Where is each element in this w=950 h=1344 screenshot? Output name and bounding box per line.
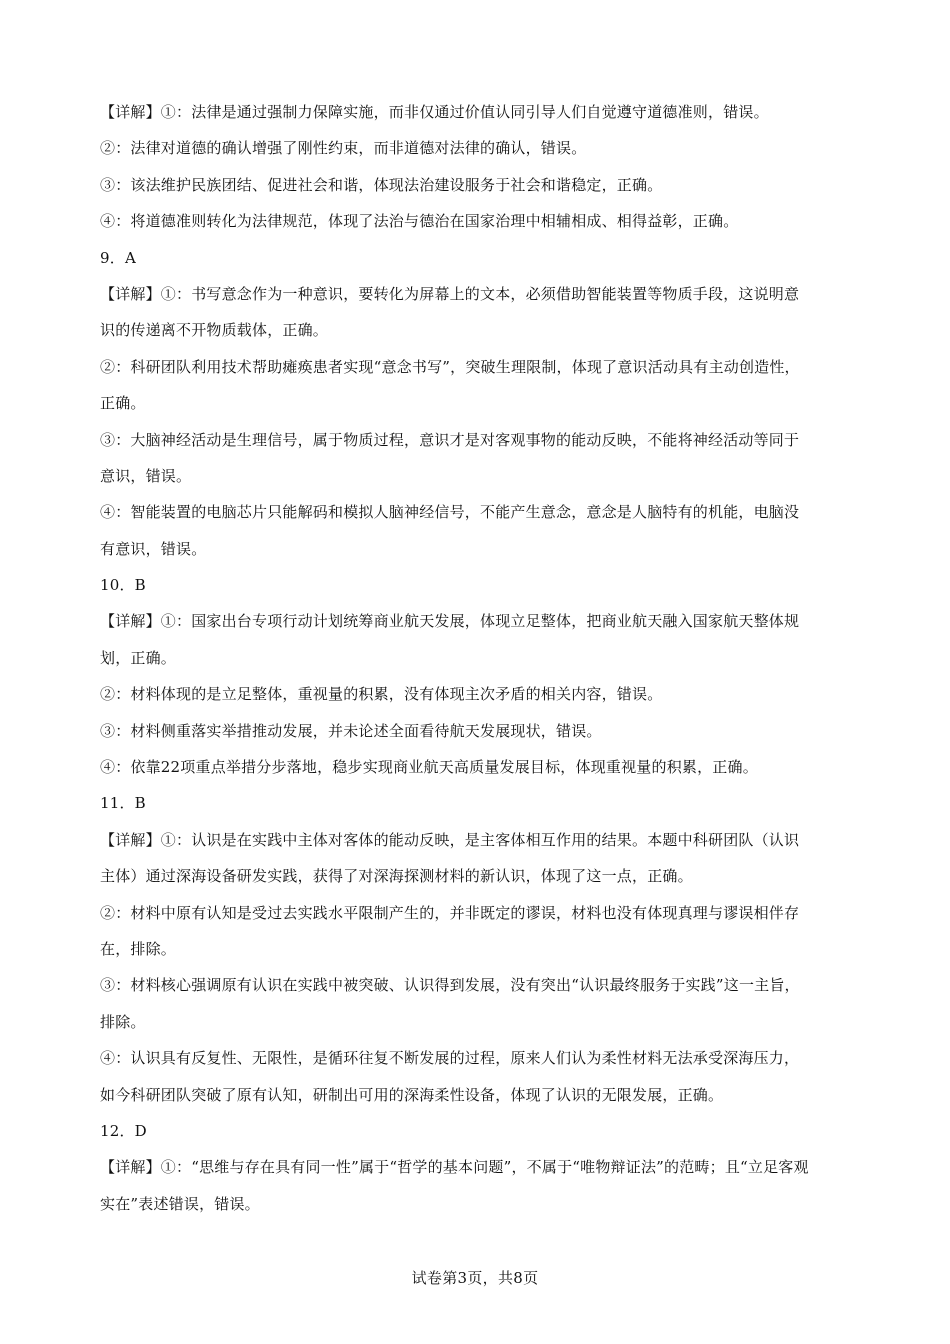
text-line: ②：法律对道德的确认增强了刚性约束，而非道德对法律的确认，错误。 <box>100 139 587 158</box>
text-line: 【详解】①：书写意念作为一种意识，要转化为屏幕上的文本，必须借助智能装置等物质手段，这说明意 <box>100 284 800 303</box>
text-line: 【详解】①：国家出台专项行动计划统筹商业航天发展，体现立足整体，把商业航天融入国家航天整体规 <box>100 612 800 631</box>
question-answer-heading: 12．D <box>100 1121 147 1140</box>
text-line: 排除。 <box>100 1012 146 1031</box>
page-footer: 试卷第3页，共8页 <box>411 1269 539 1287</box>
text-line: 识的传递离不开物质载体，正确。 <box>100 321 329 340</box>
text-line: 【详解】①：“思维与存在具有同一性”属于“哲学的基本问题”，不属于“唯物辩证法”的范畴；且“立足客观 <box>100 1158 809 1177</box>
text-line: 有意识，错误。 <box>100 539 207 558</box>
text-line: ②：材料中原有认知是受过去实践水平限制产生的，并非既定的谬误，材料也没有体现真理与谬误相伴存 <box>100 903 800 922</box>
text-line: 实在”表述错误，错误。 <box>100 1194 260 1213</box>
text-line: ④：依靠22项重点举措分步落地，稳步实现商业航天高质量发展目标，体现重视量的积累，正确。 <box>100 758 758 777</box>
question-answer-heading: 9．A <box>100 248 136 267</box>
text-line: ④：智能装置的电脑芯片只能解码和模拟人脑神经信号，不能产生意念，意念是人脑特有的机能，电脑没 <box>100 503 800 522</box>
text-line: ③：大脑神经活动是生理信号，属于物质过程，意识才是对客观事物的能动反映，不能将神经活动等同于 <box>100 430 800 449</box>
text-line: ④：将道德准则转化为法律规范，体现了法治与德治在国家治理中相辅相成、相得益彰，正确。 <box>100 212 739 231</box>
text-line: ②：材料体现的是立足整体，重视量的积累，没有体现主次矛盾的相关内容，错误。 <box>100 685 663 704</box>
text-line: ③：材料核心强调原有认识在实践中被突破、认识得到发展，没有突出“认识最终服务于实践”这一主旨， <box>100 976 800 995</box>
text-line: 【详解】①：法律是通过强制力保障实施，而非仅通过价值认同引导人们自觉遵守道德准则，错误。 <box>100 103 769 121</box>
text-line: 如今科研团队突破了原有认知，研制出可用的深海柔性设备，体现了认识的无限发展，正确。 <box>100 1085 724 1104</box>
text-line: ③：该法维护民族团结、促进社会和谐，体现法治建设服务于社会和谐稳定，正确。 <box>100 175 663 194</box>
question-answer-heading: 11．B <box>100 794 146 813</box>
text-line: 在，排除。 <box>100 939 177 958</box>
text-line: ④：认识具有反复性、无限性，是循环往复不断发展的过程，原来人们认为柔性材料无法承受深海压力， <box>100 1049 800 1068</box>
text-line: 主体）通过深海设备研发实践，获得了对深海探测材料的新认识，体现了这一点，正确。 <box>100 867 693 886</box>
text-line: 正确。 <box>100 394 146 413</box>
answer-explanations <box>100 94 850 1222</box>
text-line: ②：科研团队利用技术帮助瘫痪患者实现“意念书写”，突破生理限制，体现了意识活动具有主动创造性， <box>100 357 800 376</box>
text-line: ③：材料侧重落实举措推动发展，并未论述全面看待航天发展现状，错误。 <box>100 721 602 740</box>
text-line: 意识，错误。 <box>100 466 192 485</box>
question-answer-heading: 10．B <box>100 576 146 595</box>
text-line: 划，正确。 <box>100 648 177 667</box>
text-line: 【详解】①：认识是在实践中主体对客体的能动反映，是主客体相互作用的结果。本题中科研团队（认识 <box>100 830 800 849</box>
